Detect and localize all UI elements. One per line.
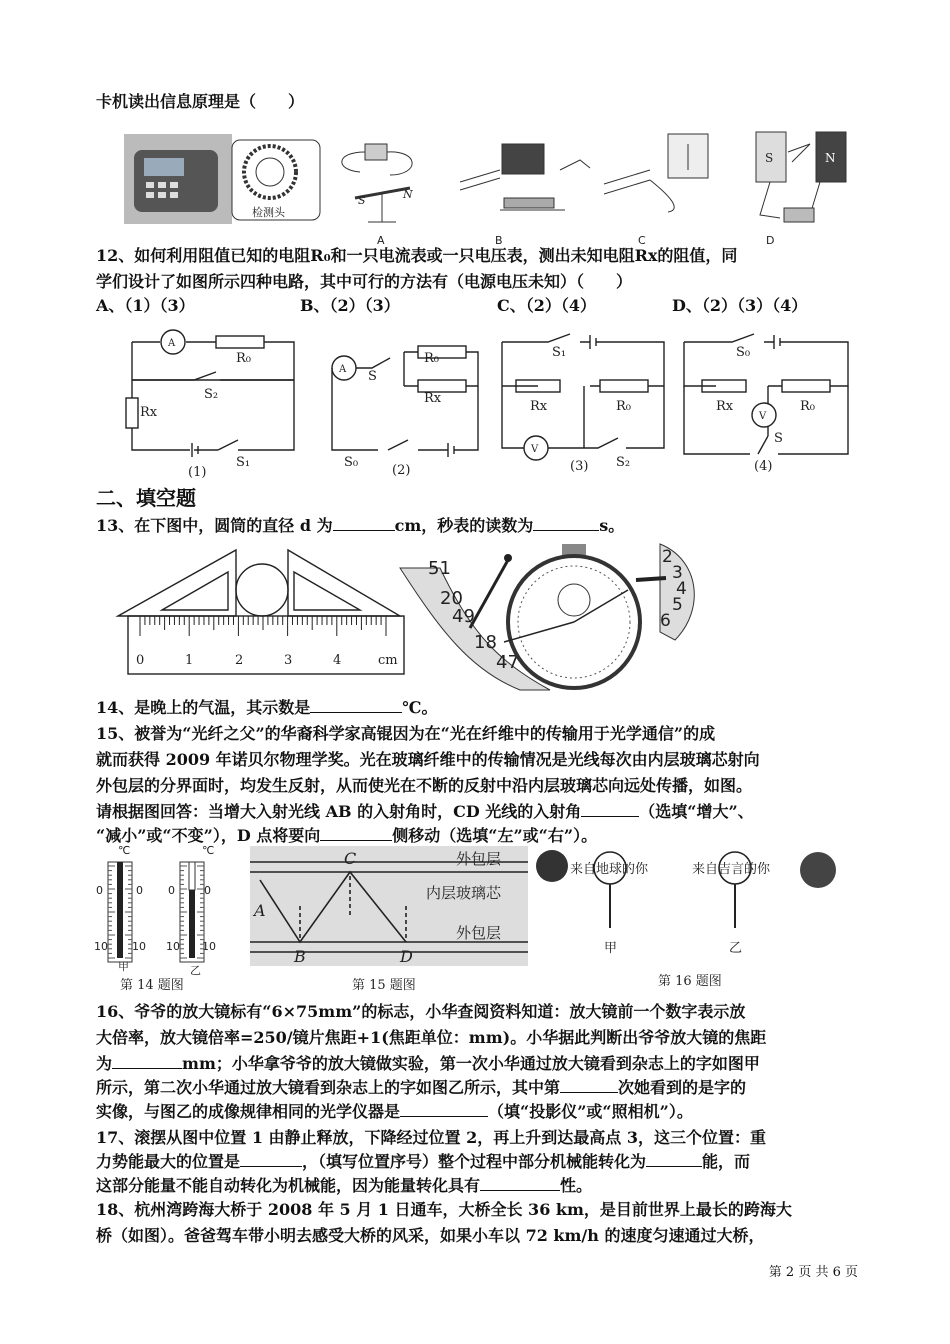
caption-15: 第 15 题图	[352, 978, 416, 993]
q17-l2-post: 能，而	[702, 1152, 751, 1171]
thermo-right-ten: 10	[166, 940, 180, 953]
s1-label-1: S₁	[236, 455, 251, 470]
circuit-4-label: (4)	[754, 459, 773, 474]
q12-choice-a: A、（1）（3）	[96, 296, 195, 315]
ruler-tick-2: 2	[235, 653, 244, 668]
q13-text-post: s。	[599, 516, 625, 535]
s0-label-4: S₀	[736, 345, 751, 360]
caption-14: 第 14 题图	[120, 978, 184, 993]
q17-blank-energy[interactable]	[646, 1148, 702, 1167]
voltmeter-4-label: V	[759, 411, 767, 422]
q16-line-1: 16、爷爷的放大镜标有“6×75mm”的标志，小华查阅资料知道：放大镜前一个数字表示放	[96, 1002, 746, 1021]
svg-text:S: S	[765, 151, 774, 165]
s1-label-3: S₁	[552, 345, 567, 360]
q16-l5-pre: 实像，与图乙的成像规律相同的光学仪器是	[96, 1102, 401, 1121]
q17-l2-pre: 力势能最大的位置是	[96, 1152, 241, 1171]
dial-3: 3	[672, 563, 683, 583]
option-c-figure	[604, 134, 708, 212]
s0-label-2: S₀	[344, 455, 359, 470]
q12-choice-c: C、（2）（4）	[497, 296, 597, 315]
q16-l4-post: 次她看到的是字的	[618, 1078, 747, 1097]
r0-label-3: R₀	[616, 399, 631, 414]
q12-line-1: 12、如何利用阻值已知的电阻R₀和一只电流表或一只电压表，测出未知电阻Rx的阻值，同	[96, 246, 738, 265]
q13-ruler-figure	[118, 540, 408, 680]
q13-line	[96, 512, 866, 540]
q15-line-2: 就而获得 2009 年诺贝尔物理学奖。光在玻璃纤维中的传输情况是光线每次由内层玻璃芯射向	[96, 750, 760, 769]
s-label-4: S	[774, 431, 783, 446]
thermo-right-zero-r: 0	[204, 884, 211, 897]
rx-label-3: Rx	[530, 399, 548, 414]
q17-line-1: 17、滚摆从图中位置 1 由静止释放，下降经过位置 2，再上升到达最高点 3，这三个位置：重	[96, 1128, 766, 1147]
dial-47: 47	[496, 652, 519, 673]
s2-label-1: S₂	[204, 387, 219, 402]
q15-fiber-figure	[250, 846, 530, 968]
ruler-tick-4: 4	[333, 653, 342, 668]
q16-l4-pre: 所示，第二次小华通过放大镜看到杂志上的字如图乙所示，其中第	[96, 1078, 561, 1097]
q17-blank-direction[interactable]	[480, 1172, 560, 1191]
q16-l5-post: （填“投影仪”或“照相机”）。	[488, 1102, 693, 1121]
r0-label-4: R₀	[800, 399, 815, 414]
dial-49: 49	[452, 606, 475, 627]
q16-blank-focal[interactable]	[112, 1050, 182, 1069]
rx-label-1: Rx	[140, 405, 158, 420]
option-d-figure	[756, 132, 846, 222]
ammeter-2-label: A	[339, 364, 347, 375]
ruler-tick-3: 3	[284, 653, 293, 668]
ruler-unit: cm	[378, 653, 398, 668]
q17-l3-post: 性。	[560, 1176, 593, 1195]
q17-l2-mid: ，（填写位置序号）整个过程中部分机械能转化为	[302, 1152, 647, 1171]
q15-l4-post: （选填“增大”、	[639, 802, 754, 821]
q16-l3-post: mm；小华拿爷爷的放大镜做实验，第一次小华通过放大镜看到杂志上的字如图甲	[182, 1054, 760, 1073]
q17-l3-pre: 这部分能量不能自动转化为机械能，因为能量转化具有	[96, 1176, 481, 1195]
fiber-point-d: D	[400, 947, 413, 966]
q14-blank[interactable]	[310, 694, 402, 713]
q15-l5-post: 侧移动（选填“左”或“右”）。	[392, 826, 598, 845]
q13-text-mid: cm，秒表的读数为	[394, 516, 534, 535]
s2-label-3: S₂	[616, 455, 631, 470]
circuit-1-label: (1)	[188, 465, 207, 480]
dial-51: 51	[428, 558, 451, 579]
fiber-point-b: B	[294, 947, 306, 966]
q17-blank-position[interactable]	[240, 1148, 302, 1167]
boy-photo	[536, 850, 568, 882]
fiber-point-a: A	[254, 901, 266, 920]
fiber-outer-top: 外包层	[456, 850, 502, 868]
q13-stopwatch-figure	[400, 540, 700, 690]
fiber-inner: 内层玻璃芯	[426, 884, 502, 902]
dial-6: 6	[660, 611, 671, 631]
q16-blank-time[interactable]	[560, 1074, 618, 1093]
q18-line-2: 桥（如图）。爸爸驾车带小明去感受大桥的风采，如果小车以 72 km/h 的速度匀速通过大桥，	[96, 1226, 765, 1245]
option-b-label: B	[495, 234, 503, 247]
r0-label-1: R₀	[236, 351, 251, 366]
q13-blank-stopwatch[interactable]	[533, 512, 599, 531]
circuit-2-label: (2)	[392, 463, 411, 478]
voltmeter-3-label: V	[531, 444, 539, 455]
dial-2: 2	[662, 547, 673, 567]
q16-l3-pre: 为	[96, 1054, 113, 1073]
ruler-tick-0: 0	[136, 653, 145, 668]
q12-line-2: 学们设计了如图所示四种电路，其中可行的方法有（电源电压未知）（ ）	[96, 272, 633, 291]
q15-blank-angle[interactable]	[581, 798, 639, 817]
thermo-left-ten-r: 10	[132, 940, 146, 953]
q16-lens-figure	[532, 846, 842, 956]
thermo-left-zero: 0	[96, 884, 103, 897]
svg-text:S: S	[358, 194, 366, 207]
svg-text:N: N	[825, 151, 836, 165]
q14-line	[96, 694, 866, 722]
thermo-left-zero-r: 0	[136, 884, 143, 897]
q14-thermometers	[92, 842, 232, 977]
q16-blank-device[interactable]	[400, 1098, 488, 1117]
thermo-right-ten-r: 10	[202, 940, 216, 953]
fiber-point-c: C	[344, 849, 357, 868]
fiber-outer-bottom: 外包层	[456, 924, 502, 942]
q13-text-pre: 13、在下图中，圆筒的直径 d 为	[96, 516, 333, 535]
option-a-figure	[342, 144, 413, 222]
q15-line-3: 外包层的分界面时，均发生反射，从而使光在不断的反射中沿内层玻璃芯向远处传播，如图。	[96, 776, 753, 795]
option-b-figure	[460, 144, 590, 210]
q11-tail: 卡机读出信息原理是（ ）	[96, 92, 305, 111]
circuit-3-label: (3)	[570, 459, 589, 474]
q18-line-1: 18、杭州湾跨海大桥于 2008 年 5 月 1 日通车，大桥全长 36 km，是目前世界上最长的跨海大	[96, 1200, 792, 1219]
card-reader-image	[124, 134, 232, 224]
lens-label-yi: 乙	[729, 941, 743, 956]
q11-figures	[120, 120, 840, 248]
q14-text-post: ℃。	[402, 698, 438, 717]
r0-label-2: R₀	[424, 351, 439, 366]
q16-line-5	[96, 1098, 866, 1126]
ammeter-1-label: A	[168, 338, 176, 349]
caption-16: 第 16 题图	[658, 974, 722, 989]
q15-l4-pre: 请根据图回答：当增大入射光线 AB 的入射角时，CD 光线的入射角	[96, 802, 582, 821]
rx-label-2: Rx	[424, 391, 442, 406]
q12-circuits	[118, 330, 858, 480]
q15-blank-side[interactable]	[320, 822, 392, 841]
thermo-left-unit: ℃	[118, 844, 131, 857]
dial-5: 5	[672, 595, 683, 615]
dial-18: 18	[474, 632, 497, 653]
probe-label: 检测头	[252, 206, 285, 219]
thermo-right-zero: 0	[168, 884, 175, 897]
section-title: 二、填空题	[96, 486, 196, 510]
q15-l5-pre: “减小”或“不变”），D 点将要向	[96, 826, 321, 845]
thermo-right-unit: ℃	[202, 844, 215, 857]
page-footer: 第 2 页 共 6 页	[768, 1265, 858, 1280]
q12-choice-b: B、（2）（3）	[300, 296, 400, 315]
lens-text-left: 来自地球的你	[570, 862, 649, 877]
svg-text:N: N	[403, 188, 413, 201]
q15-line-1: 15、被誉为“光纤之父”的华裔科学家高锟因为在“光在纤维中的传输用于光学通信”的成	[96, 724, 716, 743]
lens-text-right: 来自吉言的你	[692, 862, 771, 877]
s-label-2: S	[368, 369, 377, 384]
option-a-label: A	[377, 234, 385, 247]
q14-text-pre: 14、是晚上的气温，其示数是	[96, 698, 311, 717]
q12-choice-d: D、（2）（3）（4）	[672, 296, 808, 315]
q16-line-2: 大倍率，放大镜倍率=250/镜片焦距+1(焦距单位：mm)。小华据此判断出爷爷放大镜的焦距	[96, 1028, 767, 1047]
thermo-left-label: 甲	[118, 960, 129, 973]
q13-blank-diameter[interactable]	[333, 512, 395, 531]
rx-label-4: Rx	[716, 399, 734, 414]
thermo-left-ten: 10	[94, 940, 108, 953]
option-c-label: C	[638, 234, 646, 247]
option-d-label: D	[766, 234, 775, 247]
thermo-right-label: 乙	[190, 964, 201, 977]
ruler-tick-1: 1	[185, 653, 194, 668]
dial-20: 20	[440, 588, 463, 609]
lens-label-jia: 甲	[604, 941, 618, 956]
dial-4: 4	[676, 579, 687, 599]
girl-photo	[800, 852, 836, 888]
